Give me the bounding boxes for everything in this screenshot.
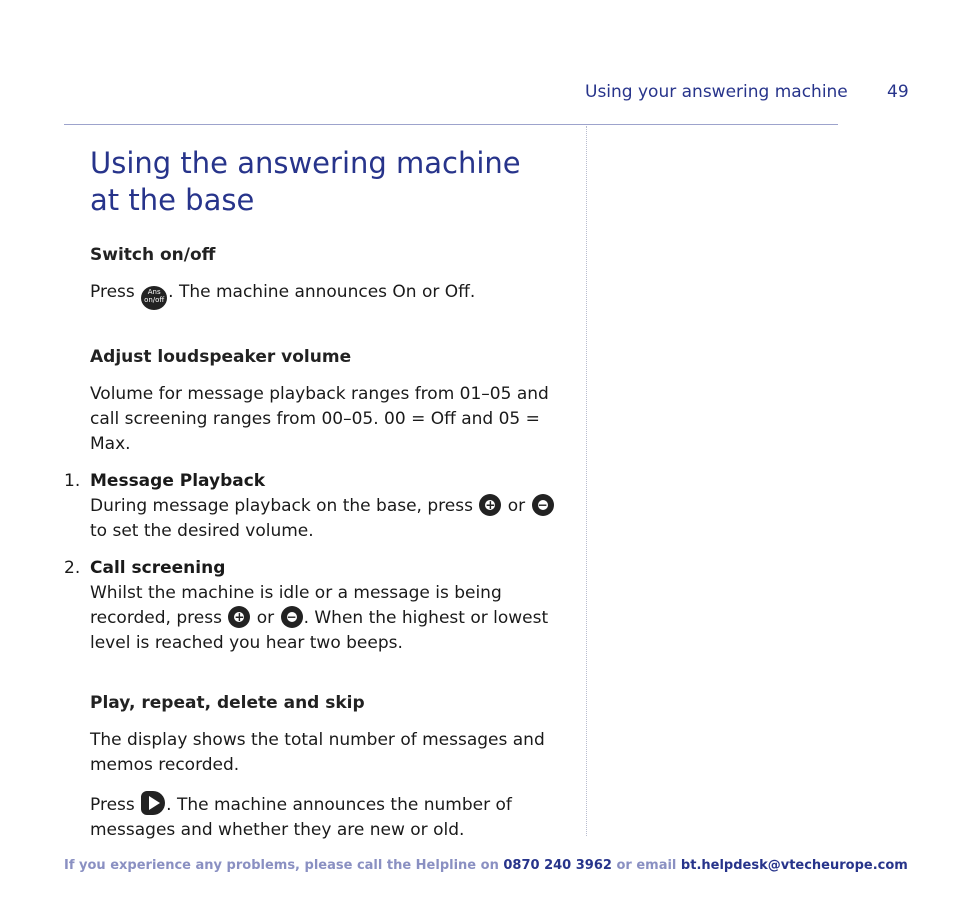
switch-instruction: Press Ans on/off . The machine announces On or Off. xyxy=(90,280,575,310)
helpline-phone: 0870 240 3962 xyxy=(503,858,612,873)
main-content xyxy=(64,145,575,843)
play-key-icon xyxy=(141,791,165,815)
minus-key-icon xyxy=(532,494,554,516)
header-rule xyxy=(64,124,838,125)
list-item xyxy=(64,556,575,656)
running-header: Using your answering machine xyxy=(585,82,848,102)
column-divider xyxy=(586,126,587,836)
page-title: Using the answering machine at the base xyxy=(90,146,521,217)
list-item-title: Message Playback xyxy=(90,471,266,491)
list-item-title: Call screening xyxy=(90,558,226,578)
list-item-text: Whilst the machine is idle or a message is being recorded, press + or − . When the highest or lowest level is reached you hear two beeps. xyxy=(90,581,575,656)
list-number: 1. xyxy=(64,471,81,491)
play-heading: Play, repeat, delete and skip xyxy=(90,693,365,713)
list-number: 2. xyxy=(64,558,81,578)
helpdesk-email[interactable]: bt.helpdesk@vtecheurope.com xyxy=(680,858,908,873)
helpline-footer: If you experience any problems, please call the Helpline on 0870 240 3962 or email bt.helpdesk@vtecheurope.com xyxy=(64,858,908,873)
list-item xyxy=(64,469,575,544)
switch-heading: Switch on/off xyxy=(90,245,216,265)
volume-heading: Adjust loudspeaker volume xyxy=(90,347,352,367)
minus-key-icon xyxy=(281,606,303,628)
play-intro: The display shows the total number of messages and memos recorded. xyxy=(90,730,545,775)
page-number: 49 xyxy=(887,82,909,102)
ans-on-off-key-icon: Ans on/off xyxy=(141,286,167,310)
list-item-text: During message playback on the base, press + or − to set the desired volume. xyxy=(90,494,575,544)
volume-intro: Volume for message playback ranges from 01–05 and call screening ranges from 00–05. 00 = Off and 05 = Max. xyxy=(90,384,549,454)
plus-key-icon xyxy=(479,494,501,516)
play-instruction: Press . The machine announces the number of messages and whether they are new or old. xyxy=(90,791,575,843)
plus-key-icon xyxy=(228,606,250,628)
